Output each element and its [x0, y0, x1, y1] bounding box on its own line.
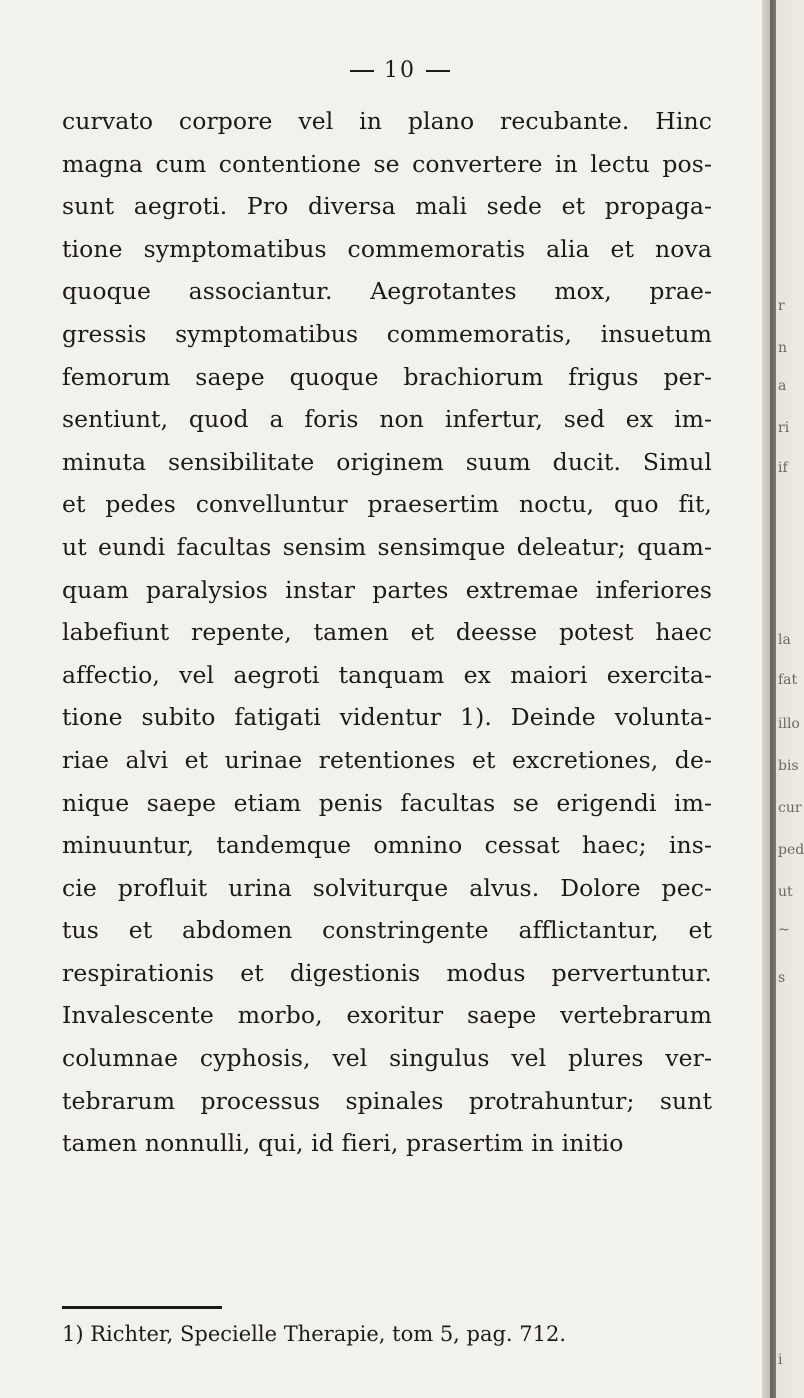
adjacent-page-fragment: n: [778, 340, 788, 356]
text-line: Invalescente morbo, exoritur saepe vertebrarum: [62, 1001, 712, 1030]
page-number-dash-left: [350, 70, 374, 72]
text-line: nique saepe etiam penis facultas se erigendi im-: [62, 788, 712, 817]
adjacent-page-fragment: a: [778, 378, 787, 394]
adjacent-page-fragment: bis: [778, 758, 799, 774]
adjacent-page-fragment: if: [778, 460, 788, 476]
adjacent-page-fragment: r: [778, 298, 785, 314]
adjacent-page-fragment: illo: [778, 716, 800, 732]
text-line: curvato corpore vel in plano recubante. Hinc: [62, 107, 712, 135]
text-line: ut eundi facultas sensim sensimque deleatur; quam-: [62, 532, 712, 561]
binding-edge: [770, 0, 776, 1398]
text-line: sentiunt, quod a foris non infertur, sed ex im-: [62, 405, 712, 434]
text-line: gressis symptomatibus commemoratis, insuetum: [62, 319, 712, 348]
page-number: [0, 58, 800, 83]
adjacent-page-fragment: ri: [778, 420, 790, 436]
text-line: columnae cyphosis, vel singulus vel plures ver-: [62, 1044, 712, 1073]
footnote-rule: [62, 1306, 222, 1309]
adjacent-page-fragment: fat: [778, 672, 798, 688]
text-line: femorum saepe quoque brachiorum frigus per-: [62, 362, 712, 391]
text-line: minuta sensibilitate originem suum ducit. Simul: [62, 447, 712, 476]
text-line: tamen nonnulli, qui, id fieri, prasertim in initio: [62, 1129, 624, 1158]
text-line: quoque associantur. Aegrotantes mox, prae-: [62, 277, 712, 306]
text-line: labefiunt repente, tamen et deesse potest haec: [62, 618, 712, 647]
text-line: et pedes convelluntur praesertim noctu, quo fit,: [62, 490, 712, 519]
text-line: riae alvi et urinae retentiones et excretiones, de-: [62, 745, 712, 774]
text-line: affectio, vel aegroti tanquam ex maiori exercita-: [62, 660, 712, 689]
book-gutter: [762, 0, 804, 1398]
text-line: quam paralysios instar partes extremae inferiores: [62, 575, 712, 604]
text-line: respirationis et digestionis modus pervertuntur.: [62, 958, 712, 987]
adjacent-page-fragment: ut: [778, 884, 793, 900]
text-line: minuuntur, tandemque omnino cessat haec; ins-: [62, 831, 712, 860]
text-line: tebrarum processus spinales protrahuntur; sunt: [62, 1086, 712, 1115]
adjacent-page-fragment: ~: [778, 922, 790, 938]
text-line: magna cum contentione se convertere in lectu pos-: [62, 149, 712, 178]
adjacent-page-fragment: i: [778, 1352, 783, 1368]
text-line: cie profluit urina solviturque alvus. Dolore pec-: [62, 873, 712, 902]
body-text: [62, 100, 712, 1165]
text-line: sunt aegroti. Pro diversa mali sede et propaga-: [62, 192, 712, 221]
text-line: tione subito fatigati videntur 1). Deinde volunta-: [62, 703, 712, 732]
adjacent-page-fragment: ped: [778, 842, 804, 858]
adjacent-page-fragment: la: [778, 632, 791, 648]
page-number-dash-right: [426, 70, 450, 72]
adjacent-page-fragment: cur: [778, 800, 802, 816]
footnote: 1) Richter, Specielle Therapie, tom 5, pag. 712.: [62, 1322, 567, 1346]
text-line: tus et abdomen constringente afflictantur, et: [62, 916, 712, 945]
page-number-text: 10: [384, 58, 416, 83]
adjacent-page-fragment: s: [778, 970, 786, 986]
text-line: tione symptomatibus commemoratis alia et nova: [62, 234, 712, 263]
